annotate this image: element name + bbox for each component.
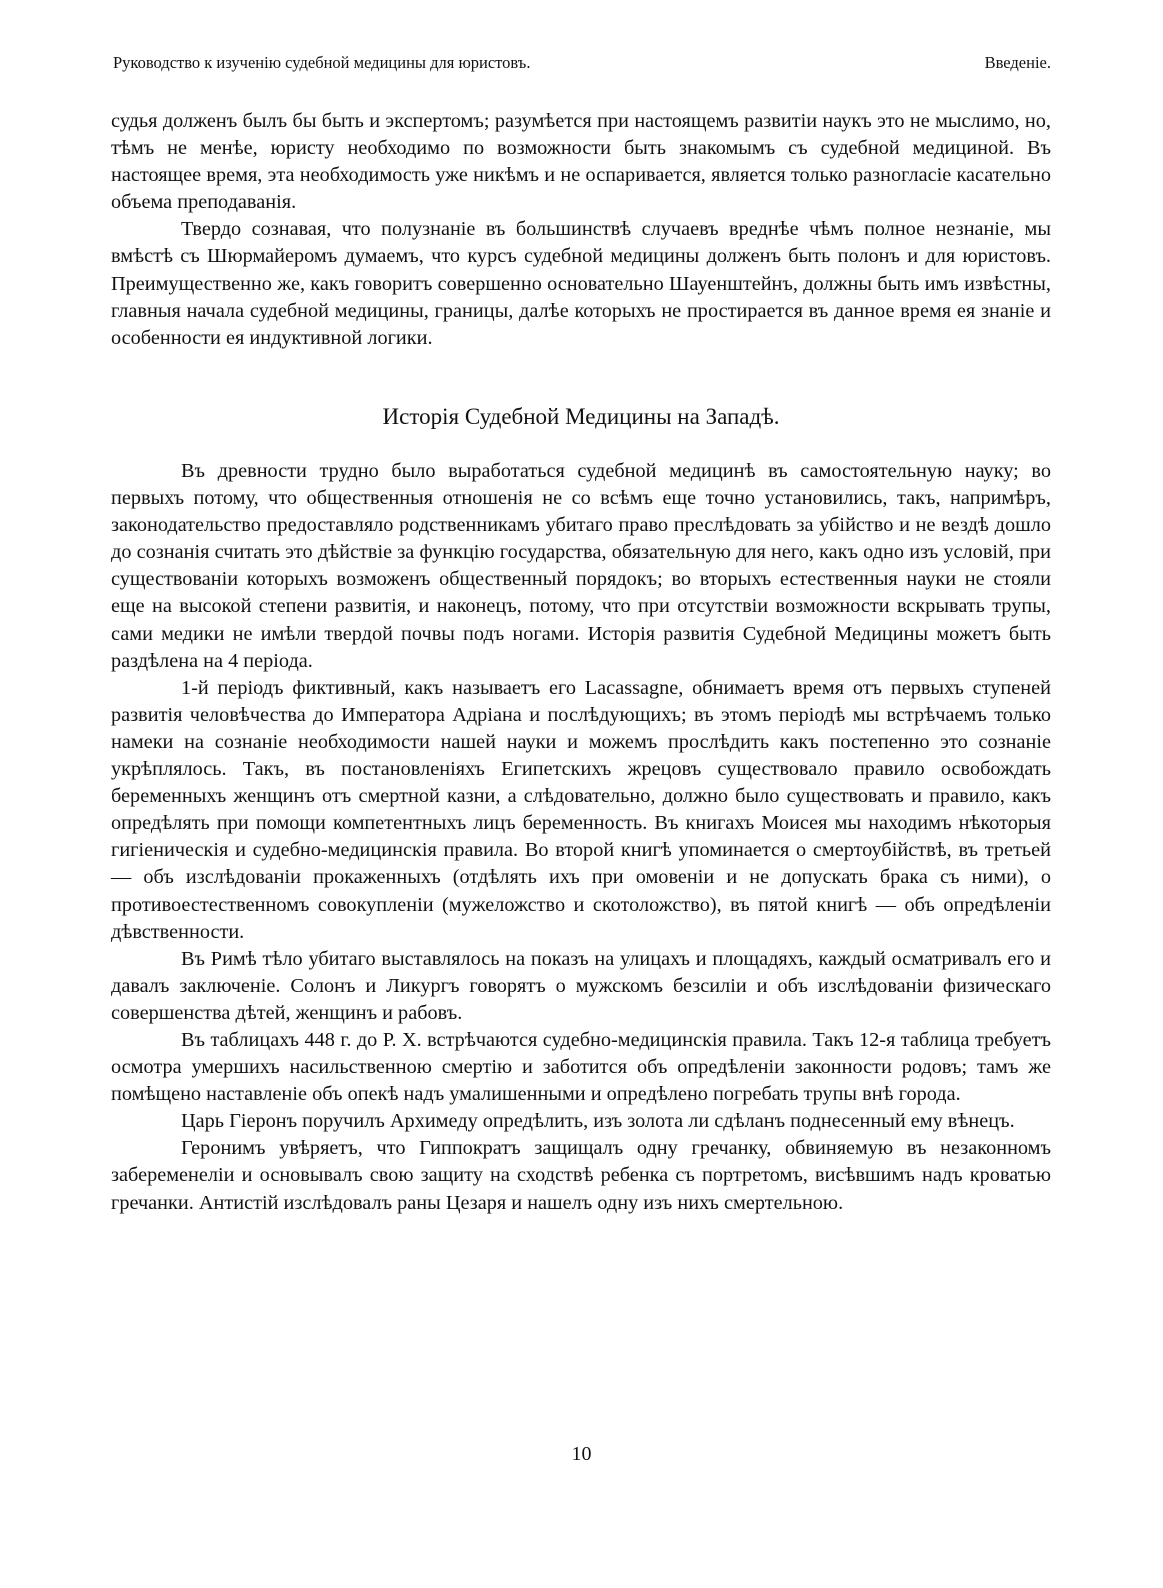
book-title: Руководство к изученію судебной медицины для юристовъ. bbox=[113, 53, 531, 72]
section-paragraph: Геронимъ увѣряетъ, что Гиппократъ защищалъ одну гречанку, обвиняемую въ незаконномъ забеременеліи и основывалъ свою защиту на сходствѣ ребенка съ портретомъ, висѣвшимъ надъ кроватью гречанки. Антистій изслѣдовалъ раны Цезаря и нашелъ одну изъ нихъ смертельною. bbox=[111, 1137, 1051, 1214]
intro-paragraph: Твердо сознавая, что полузнаніе въ большинствѣ случаевъ вреднѣе чѣмъ полное незнаніе, мы вмѣстѣ съ Шюрмайеромъ думаемъ, что курсъ судебной медицины долженъ быть полонъ и для юристовъ. Преимущественно же, какъ говоритъ совершенно основательно Шауенштейнъ, должны быть имъ извѣстны, главныя начала судебной медицины, границы, далѣе которыхъ не простирается въ данное время ея знаніе и особенности ея индуктивной логики. bbox=[111, 218, 1051, 349]
intro-paragraph: судья долженъ былъ бы быть и экспертомъ; разумѣется при настоящемъ развитіи наукъ это не мыслимо, но, тѣмъ не менѣе, юристу необходимо по возможности быть знакомымъ съ судебной медициной. Въ настоящее время, эта необходимость уже никѣмъ и не оспаривается, является только разногласіе касательно объема преподаванія. bbox=[111, 110, 1051, 214]
running-header bbox=[113, 52, 1051, 74]
section-paragraph: Въ таблицахъ 448 г. до Р. Х. встрѣчаются судебно-медицинскія правила. Такъ 12-я таблица требуетъ осмотра умершихъ насильственною смертію и заботится объ опредѣленіи законности родовъ; тамъ же помѣщено наставленіе объ опекѣ надъ умалишенными и опредѣлено погребать трупы внѣ города. bbox=[111, 1028, 1051, 1106]
intro-text-block bbox=[111, 108, 1051, 352]
section-paragraph: Въ Римѣ тѣло убитаго выставлялось на показъ на улицахъ и площадяхъ, каждый осматривалъ его и давалъ заключеніе. Солонъ и Ликургъ говорятъ о мужскомъ безсиліи и объ изслѣдованіи физическаго совершенства дѣтей, женщинъ и рабовъ. bbox=[111, 947, 1051, 1024]
section-text-block bbox=[111, 458, 1051, 1217]
section-heading: Исторія Судебной Медицины на Западѣ. bbox=[382, 404, 780, 429]
section-paragraph: Въ древности трудно было выработаться судебной медицинѣ въ самостоятельную науку; во первыхъ потому, что общественныя отношенія не со всѣмъ еще точно установились, такъ, напримѣръ, законодательство предоставляло родственникамъ убитаго право преслѣдовать за убійство и не вездѣ дошло до сознанія считать это дѣйствіе за функцію государства, обязательную для него, какъ одно изъ условій, при существованіи которыхъ возможенъ общественный порядокъ; во вторыхъ естественныя науки не стояли еще на высокой степени развитія, и наконецъ, потому, что при отсутствіи возможности вскрывать трупы, сами медики не имѣли твердой почвы подъ ногами. Исторія развитія Судебной Медицины можетъ быть раздѣлена на 4 періода. bbox=[111, 460, 1051, 672]
section-paragraph: 1-й періодъ фиктивный, какъ называетъ его Lacassagne, обнимаетъ время отъ первыхъ ступеней развитія человѣчества до Императора Адріана и послѣдующихъ; въ этомъ періодѣ мы встрѣчаемъ только намеки на сознаніе необходимости нашей науки и можемъ прослѣдить какъ постепенно это сознаніе укрѣплялось. Такъ, въ постановленіяхъ Египетскихъ жрецовъ существовало правило освобождать беременныхъ женщинъ отъ смертной казни, а слѣдовательно, должно было существовать и правило, какъ опредѣлять при помощи компетентныхъ лицъ беременность. Въ книгахъ Моисея мы находимъ нѣкоторыя гигіеническія и судебно-медицинскія правила. Во второй книгѣ упоминается о смертоубійствѣ, въ третьей — объ изслѣдованіи прокаженныхъ (отдѣлять ихъ при омовеніи и не допускать брака съ ними), о противоестественномъ совокупленіи (мужеложство и скотоложство), въ пятой книгѣ — объ опредѣленіи дѣвственности. bbox=[111, 676, 1051, 943]
chapter-title: Введеніе. bbox=[984, 53, 1051, 72]
page-number: 10 bbox=[571, 1443, 592, 1465]
section-paragraph: Царь Гіеронъ поручилъ Архимеду опредѣлить, изъ золота ли сдѣланъ поднесенный ему вѣнецъ. bbox=[181, 1110, 1015, 1133]
